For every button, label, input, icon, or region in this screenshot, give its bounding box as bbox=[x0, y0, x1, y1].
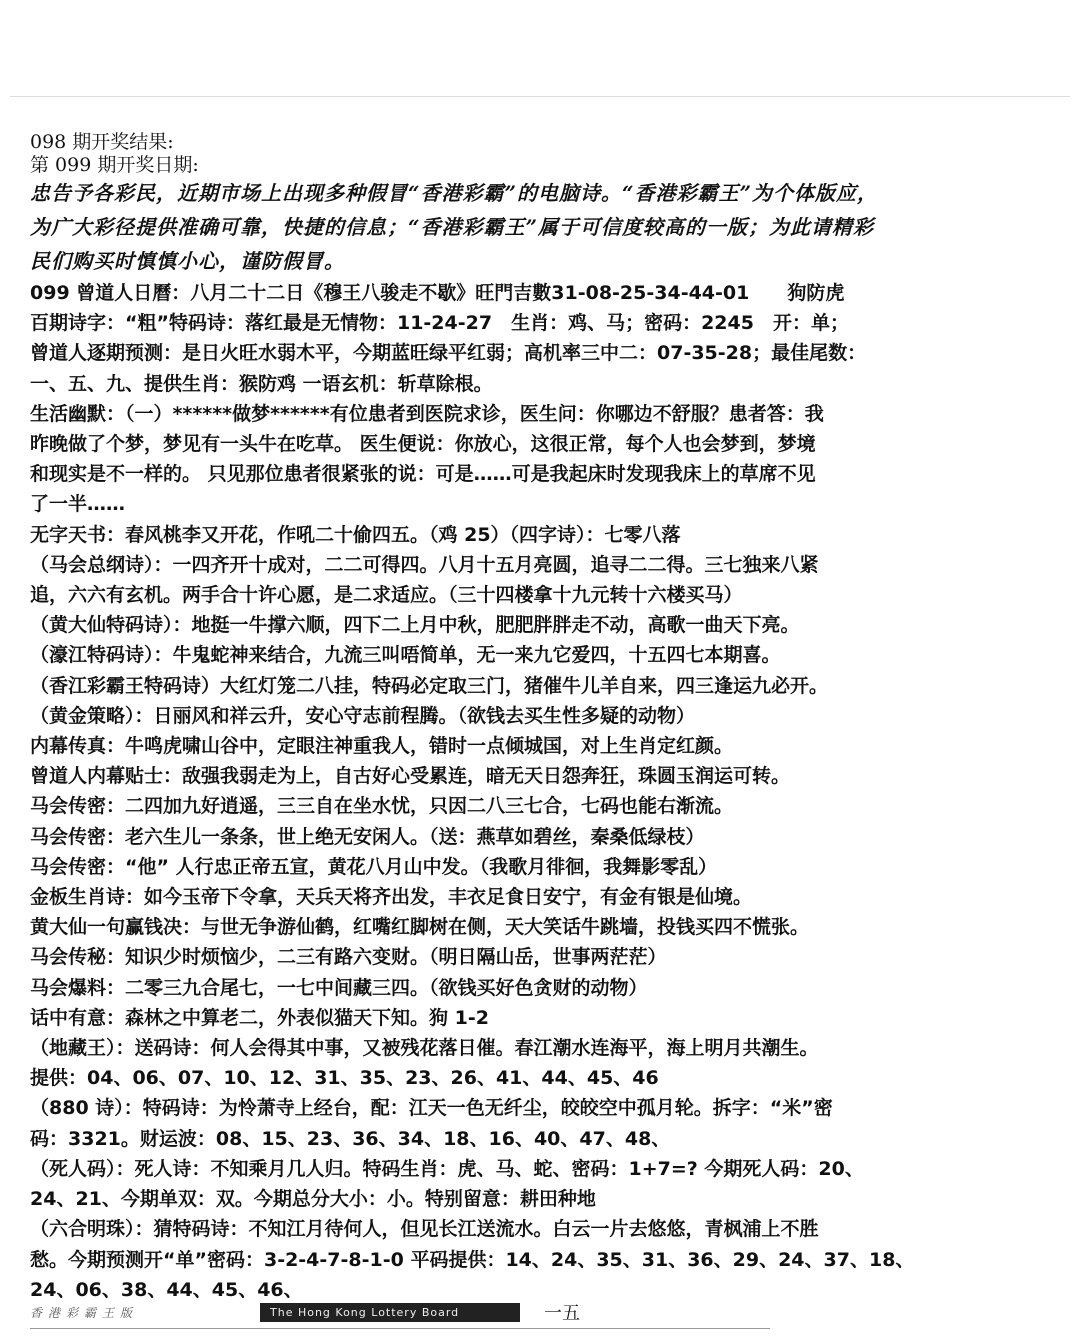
entry-paragraph bbox=[30, 520, 1050, 550]
entry-paragraph bbox=[30, 1093, 1050, 1153]
entry-line: （地藏王）：送码诗：何人会得其中事，又被残花落日催。春江潮水连海平，海上明月共潮生。 bbox=[30, 1037, 819, 1060]
entry-line: 马会传密：“他” 人行忠正帝五宣，黄花八月山中发。（我歌月徘徊，我舞影零乱） bbox=[30, 855, 718, 878]
entry-paragraph bbox=[30, 1033, 1050, 1063]
entry-line: （黄大仙特码诗）：地挺一牛撑六顺，四下二上月中秋，肥肥胖胖走不动，高歌一曲天下亮。 bbox=[30, 614, 800, 637]
entry-line: （黄金策略）：日丽风和祥云升，安心守志前程腾。（欲钱去买生性多疑的动物） bbox=[30, 704, 696, 727]
entry-line: 生活幽默：（一）******做梦******有位患者到医院求诊，医生问：你哪边不舒服？患者答：我 bbox=[30, 402, 824, 425]
entry-line: （马会总纲诗）：一四齐开十成对，二二可得四。八月十五月亮圆，追寻二二得。三七独来八紧 bbox=[30, 553, 819, 576]
entry-paragraph bbox=[30, 550, 1050, 610]
entry-paragraph bbox=[30, 610, 1050, 640]
entry-paragraph bbox=[30, 399, 1050, 520]
entry-line: 追，六六有玄机。两手合十许心愿，是二求适应。（三十四楼拿十九元转十六楼买马） bbox=[30, 584, 743, 607]
entry-paragraph bbox=[30, 942, 1050, 972]
entry-line: 黄大仙一句赢钱决：与世无争游仙鹤，红嘴红脚树在侧，天大笑话牛跳墙，投钱买四不慌张。 bbox=[30, 916, 810, 939]
footer-brand: 香港彩霸王版 bbox=[30, 1305, 139, 1320]
entry-line: （香江彩霸王特码诗）大红灯笼二八挂，特码必定取三门，猪催牛儿羊自来，四三逢运九必开。 bbox=[30, 674, 829, 697]
entry-paragraph bbox=[30, 731, 1050, 761]
entry-line: 话中有意：森林之中算老二，外表似猫天下知。狗 1-2 bbox=[30, 1006, 489, 1029]
top-rule bbox=[10, 96, 1070, 97]
entry-line: （六合明珠）：猜特码诗：不知江月待何人，但见长江送流水。白云一片去悠悠，青枫浦上不胜 bbox=[30, 1218, 819, 1241]
entry-paragraph bbox=[30, 308, 1050, 338]
entry-line: 昨晚做了个梦，梦见有一头牛在吃草。 医生便说：你放心，这很正常，每个人也会梦到，梦境 bbox=[30, 433, 816, 456]
page-number: 一五 bbox=[544, 1303, 580, 1324]
entry-line: 一、五、九、提供生肖：猴防鸡 一语玄机：斩草除根。 bbox=[30, 372, 493, 395]
entry-line: （880 诗）：特码诗：为怜萧寺上经台，配：江天一色无纤尘，皎皎空中孤月轮。拆字：“米”密 bbox=[30, 1097, 833, 1120]
entry-paragraph bbox=[30, 671, 1050, 701]
entry-paragraph bbox=[30, 1154, 1050, 1214]
entry-line: 马会传秘：知识少时烦恼少，二三有路六变财。（明日隔山岳，世事两茫茫） bbox=[30, 946, 667, 969]
footer bbox=[30, 1300, 580, 1324]
entry-paragraph bbox=[30, 761, 1050, 791]
entry-paragraph bbox=[30, 1063, 1050, 1093]
entry-paragraph bbox=[30, 1003, 1050, 1033]
entry-paragraph bbox=[30, 791, 1050, 821]
entry-line: 提供：04、06、07、10、12、31、35、23、26、41、44、45、46 bbox=[30, 1067, 659, 1090]
entry-paragraph bbox=[30, 338, 1050, 398]
entry-paragraph bbox=[30, 912, 1050, 942]
entry-line: 码：3321。财运波：08、15、23、36、34、18、16、40、47、48、 bbox=[30, 1127, 671, 1150]
notice-line: 忠告予各彩民，近期市场上出现多种假冒“香港彩霸”的电脑诗。“香港彩霸王”为个体版应， bbox=[30, 181, 879, 205]
entry-paragraph bbox=[30, 278, 1050, 308]
entry-line: 曾道人内幕贴士：敌强我弱走为上，自古好心受累连，暗无天日怨奔狂，珠圆玉润运可转。 bbox=[30, 765, 791, 788]
entry-paragraph bbox=[30, 640, 1050, 670]
entry-line: 马会传密：老六生儿一条条，世上绝无安闲人。（送：燕草如碧丝，秦桑低绿枝） bbox=[30, 825, 705, 848]
notice-line: 为广大彩径提供准确可靠，快捷的信息；“香港彩霸王”属于可信度较高的一版；为此请精彩 bbox=[30, 215, 875, 239]
entry-paragraph bbox=[30, 701, 1050, 731]
entry-line: 曾道人逐期预测：是日火旺水弱木平，今期蓝旺绿平红弱；高机率三中二：07-35-28；最佳尾数： bbox=[30, 342, 867, 365]
date-line: 第 099 期开奖日期: bbox=[30, 154, 199, 176]
entry-line: 和现实是不一样的。 只见那位患者很紧张的说：可是……可是我起床时发现我床上的草席不见 bbox=[30, 463, 816, 486]
entry-paragraph bbox=[30, 852, 1050, 882]
notice-line: 民们购买时慎慎小心，谨防假冒。 bbox=[30, 249, 345, 273]
entry-line: 马会爆料：二零三九合尾七，一七中间藏三四。（欲钱买好色贪财的动物） bbox=[30, 976, 648, 999]
entry-line: 24、21、今期单双：双。今期总分大小：小。特别留意：耕田种地 bbox=[30, 1188, 596, 1211]
entry-line: 金板生肖诗：如今玉帝下令拿，天兵天将齐出发，丰衣足食日安宁，有金有银是仙境。 bbox=[30, 886, 753, 909]
entry-line: 愁。今期预测开“单”密码：3-2-4-7-8-1-0 平码提供：14、24、35、31、36、29、24、37、18、 bbox=[30, 1248, 915, 1271]
entry-line: （濠江特码诗）：牛鬼蛇神来结合，九流三叫唔简单，无一来九它爱四，十五四七本期喜。 bbox=[30, 644, 781, 667]
entry-paragraph bbox=[30, 973, 1050, 1003]
entries-list bbox=[30, 278, 1050, 1305]
entry-line: 了一半…… bbox=[30, 493, 126, 516]
entry-paragraph bbox=[30, 1214, 1050, 1305]
entry-line: 内幕传真：牛鸣虎啸山谷中，定眼注神重我人，错时一点倾城国，对上生肖定红颜。 bbox=[30, 735, 734, 758]
footer-band: The Hong Kong Lottery Board bbox=[260, 1303, 520, 1322]
entry-line: 24、06、38、44、45、46、 bbox=[30, 1278, 303, 1301]
entry-line: 百期诗字：“粗”特码诗：落红最是无情物：11-24-27 生肖：鸡、马；密码：2245 开：单； bbox=[30, 312, 849, 335]
entry-line: 无字天书：春风桃李又开花，作吼二十偷四五。（鸡 25）（四字诗）：七零八落 bbox=[30, 523, 681, 546]
entry-line: 马会传密：二四加九好逍遥，三三自在坐水忧，只因二八三七合，七码也能右渐流。 bbox=[30, 795, 734, 818]
warning-notice bbox=[30, 176, 1050, 278]
result-line: 098 期开奖结果: bbox=[30, 131, 174, 153]
entry-line: （死人码）：死人诗：不知乘月几人归。特码生肖：虎、马、蛇、密码：1+7=? 今期死人码：20、 bbox=[30, 1157, 864, 1180]
bottom-rule bbox=[30, 1328, 770, 1329]
entry-paragraph bbox=[30, 822, 1050, 852]
entry-line: 099 曾道人日曆：八月二十二日《穆王八骏走不歇》旺門吉數31-08-25-34-44-01 狗防虎 bbox=[30, 282, 845, 304]
entry-paragraph bbox=[30, 882, 1050, 912]
